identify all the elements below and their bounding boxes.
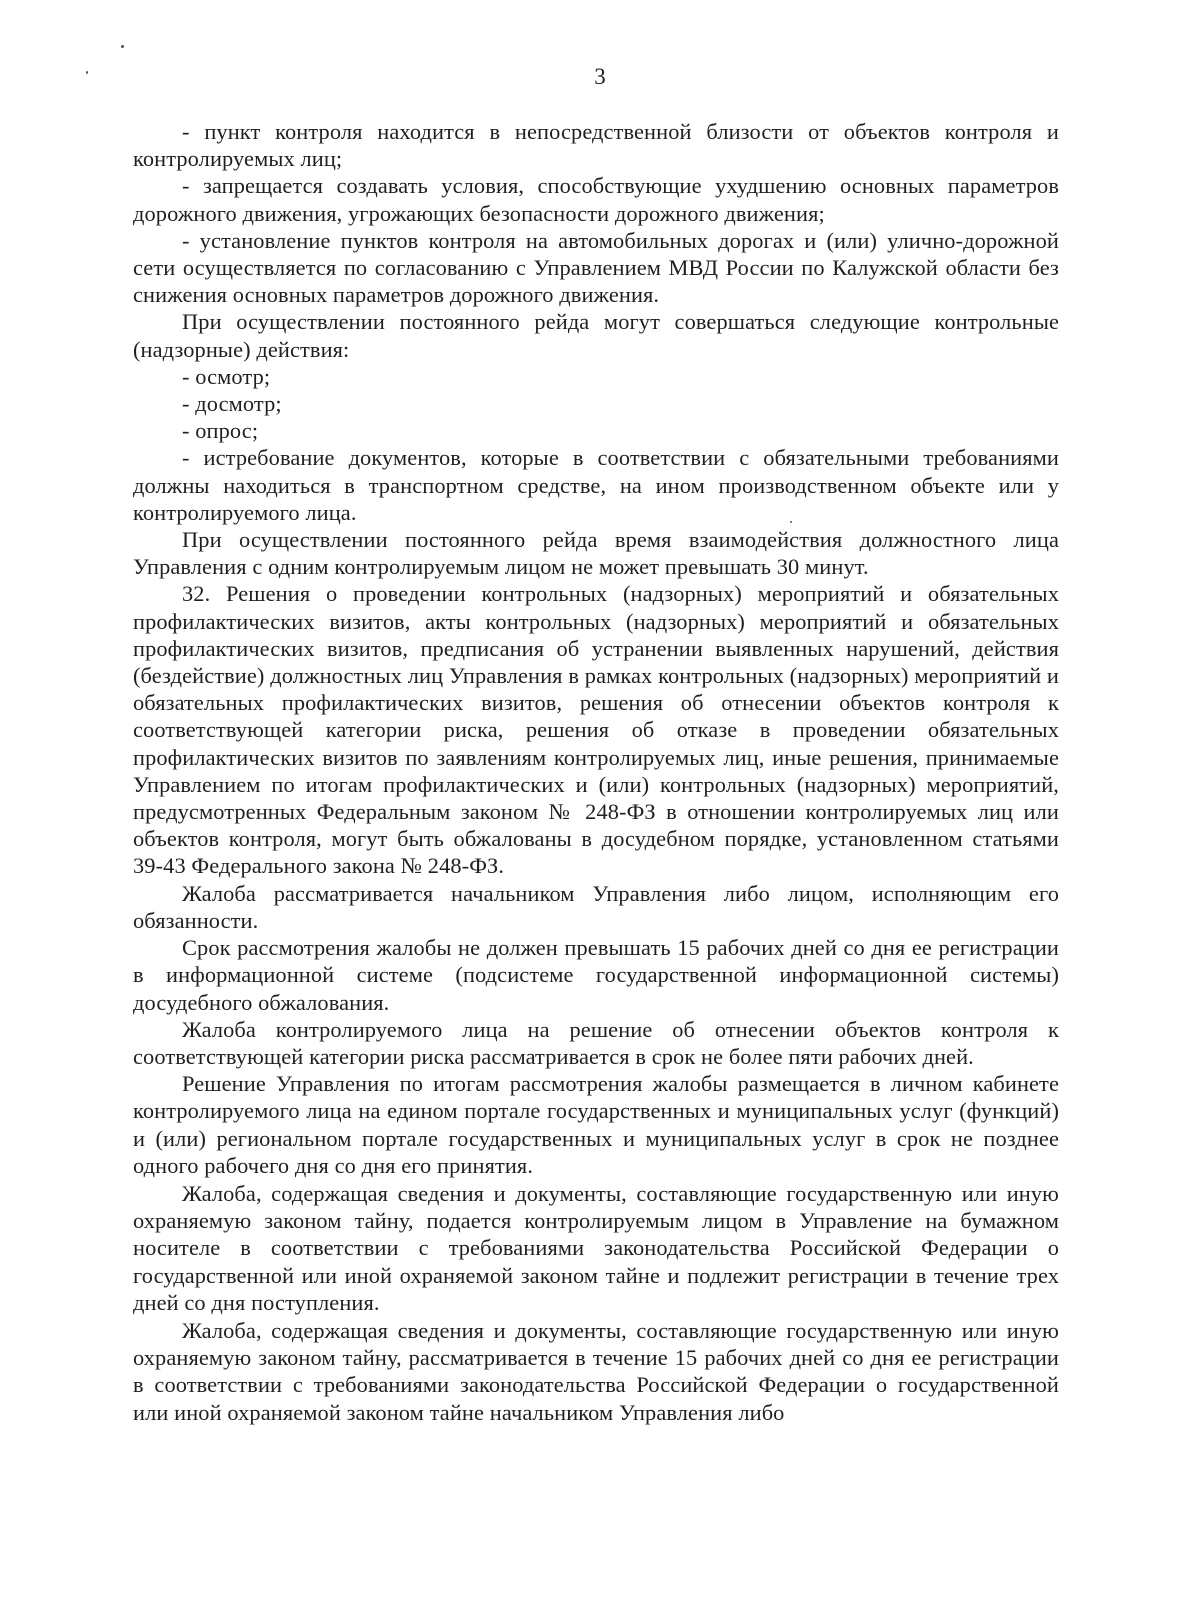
paragraph: - запрещается создавать условия, способствующие ухудшению основных параметров дорожного движения, угрожающих безопасности дорожного движения; [133,173,1059,226]
paragraph: Жалоба, содержащая сведения и документы, составляющие государственную или иную охраняемую законом тайну, подается контролируемым лицом в Управление на бумажном носителе в соответствии с требованиями законодательства Российской Федерации о государственной или иной охраняемой законом тайне и подлежит регистрации в течение трех дней со дня поступления. [133,1180,1059,1315]
page-number: 3 [594,64,606,89]
paragraph: Жалоба, содержащая сведения и документы, составляющие государственную или иную охраняемую законом тайну, рассматривается в течение 15 рабочих дней со дня ее регистрации в соответствии с требованиями законодательства Российской Федерации о государственной или иной охраняемой законом тайне начальником Управления либо [133,1317,1059,1425]
paragraph: Жалоба рассматривается начальником Управления либо лицом, исполняющим его обязанности. [133,880,1059,933]
paragraph: - установление пунктов контроля на автомобильных дорогах и (или) улично-дорожной сети осуществляется по согласованию с Управлением МВД России по Калужской области без снижения основных параметров дорожного движения. [133,227,1059,308]
paragraph: При осуществлении постоянного рейда могут совершаться следующие контрольные (надзорные) действия: [133,309,1059,362]
paragraph: - досмотр; [182,391,282,417]
paragraph: Жалоба контролируемого лица на решение об отнесении объектов контроля к соответствующей категории риска рассматривается в срок не более пяти рабочих дней. [133,1016,1059,1069]
paragraph: Срок рассмотрения жалобы не должен превышать 15 рабочих дней со дня ее регистрации в информационной системе (подсистеме государственной информационной системы) досудебного обжалования. [133,935,1059,1015]
paragraph: Решение Управления по итогам рассмотрения жалобы размещается в личном кабинете контролируемого лица на едином портале государственных и муниципальных услуг (функций) и (или) региональном портале государственных и муниципальных услуг в срок не позднее одного рабочего дня со дня его принятия. [133,1071,1059,1178]
paragraph: - пункт контроля находится в непосредственной близости от объектов контроля и контролируемых лиц; [133,119,1059,172]
paragraph: При осуществлении постоянного рейда время взаимодействия должностного лица Управления с одним контролируемым лицом не может превышать 30 минут. [133,527,1059,580]
paragraph: - истребование документов, которые в соответствии с обязательными требованиями должны находиться в транспортном средстве, на ином производственном объекте или у контролируемого лица. [133,445,1059,525]
document-body [133,118,1059,1426]
paragraph: - осмотр; [182,363,271,389]
paragraph: - опрос; [182,418,259,444]
paragraph: 32. Решения о проведении контрольных (надзорных) мероприятий и обязательных профилактических визитов, акты контрольных (надзорных) мероприятий и обязательных профилактических визитов, предписания об устранении выявленных нарушений, действия (бездействие) должностных лиц Управления в рамках контрольных (надзорных) мероприятий и обязательных профилактических визитов, решения об отнесении объектов контроля к соответствующей категории риска, решения об отказе в проведении обязательных профилактических визитов по заявлениям контролируемых лиц, иные решения, принимаемые Управлением по итогам профилактических и (или) контрольных (надзорных) мероприятий, предусмотренных Федеральным законом № 248-ФЗ в отношении контролируемых лиц или объектов контроля, могут быть обжалованы в досудебном порядке, установленном статьями 39-43 Федерального закона № 248-ФЗ. [133,581,1059,879]
